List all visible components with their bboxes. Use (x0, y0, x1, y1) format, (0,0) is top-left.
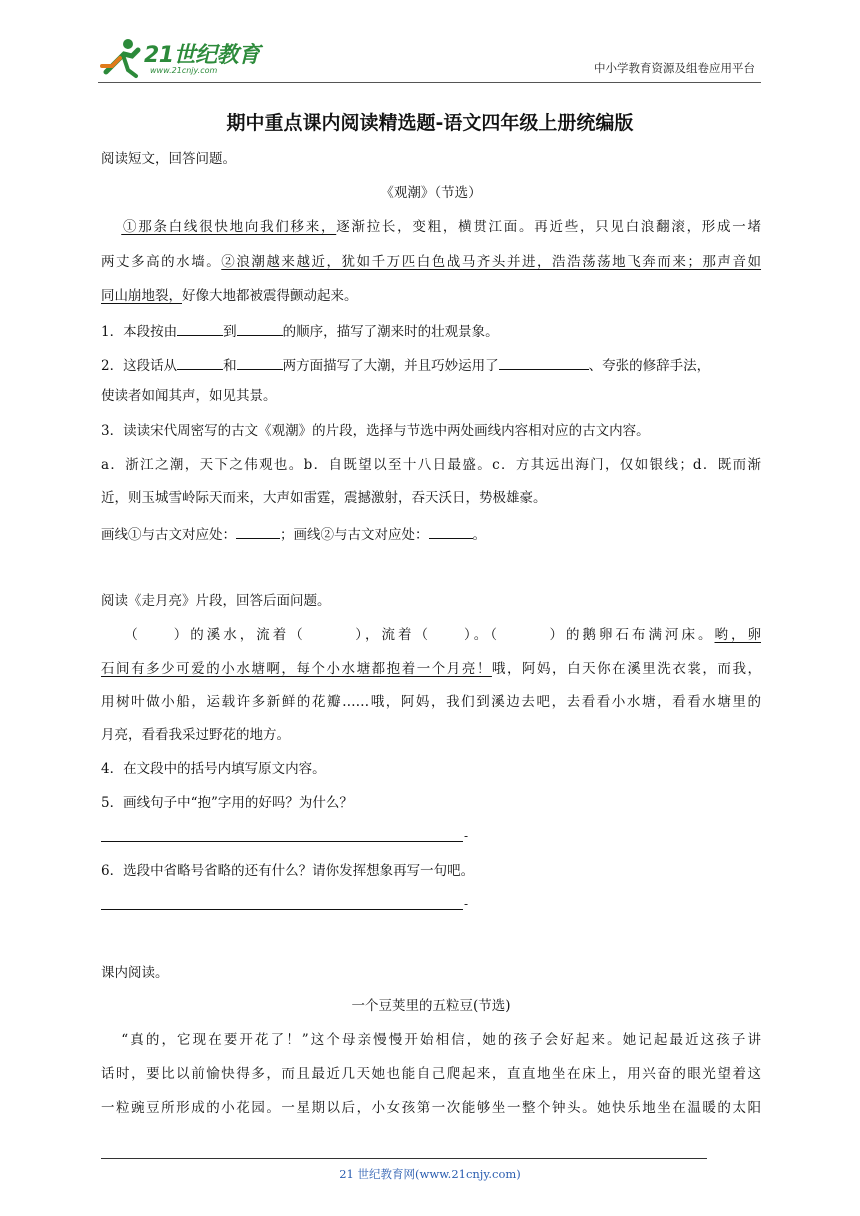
answer-blank[interactable] (499, 355, 589, 370)
question-5: 5．画线句子中“抱”字用的好吗？为什么？ (101, 795, 353, 811)
passage3-line3: 一粒豌豆所形成的小花园。一星期以后，小女孩第一次能够坐一整个钟头。她快乐地坐在温暖的太阳 (101, 1100, 761, 1116)
passage3-line2: 话时，要比以前愉快得多，而且最近几天她也能自己爬起来，直直地坐在床上，用兴奋的眼光望着这 (101, 1066, 761, 1082)
section1-passage-title: 《观潮》（节选） (380, 185, 482, 201)
logo-text: 21世纪教育 (144, 43, 260, 68)
underline-1: ①那条白线很快地向我们移来， (121, 219, 337, 235)
question-4: 4．在文段中的括号内填写原文内容。 (101, 761, 326, 777)
answer-blank[interactable] (237, 321, 283, 336)
passage1-line3: 同山崩地裂，好像大地都被震得颤动起来。 (101, 288, 358, 304)
question-3-answer: 画线①与古文对应处： ；画线②与古文对应处： 。 (101, 524, 761, 544)
answer-line-dash: - (464, 829, 469, 843)
question-3-options-2: 近，则玉城雪岭际天而来，大声如雷霆，震撼激射，吞天沃日，势极雄豪。 (101, 490, 547, 506)
question-3: 3．读读宋代周密写的古文《观潮》的片段，选择与节选中两处画线内容相对应的古文内容。 (101, 423, 650, 439)
underline-sentence: 哟，卵 (714, 627, 761, 643)
passage1-line1: ①那条白线很快地向我们移来，逐渐拉长，变粗，横贯江面。再近些，只见白浪翻滚，形成一堵 (121, 219, 762, 235)
question-1: 1．本段按由 到 的顺序，描写了潮来时的壮观景象。 (101, 321, 761, 341)
passage3-line1: “真的，它现在要开花了！”这个母亲慢慢开始相信，她的孩子会好起来。她记起最近这孩子讲 (121, 1032, 761, 1048)
logo (98, 36, 268, 80)
platform-name: 中小学教育资源及组卷应用平台 (594, 61, 755, 75)
footer-link[interactable]: 21 世纪教育网(www.21cnjy.com) (339, 1167, 521, 1181)
section2-instruction: 阅读《走月亮》片段，回答后面问题。 (101, 593, 331, 609)
question-3-options-1: a．浙江之潮，天下之伟观也。b．自既望以至十八日最盛。c．方其远出海门，仅如银线；d．既而渐 (101, 457, 761, 473)
logo-url: www.21cnjy.com (150, 66, 218, 75)
section1-instruction: 阅读短文，回答问题。 (101, 151, 236, 167)
answer-line-q6[interactable] (101, 908, 463, 910)
passage2-line3: 用树叶做小船，运载许多新鲜的花瓣……哦，阿妈，我们到溪边去吧，去看看小水塘，看看水塘里的 (101, 694, 761, 710)
passage2-line2: 石间有多少可爱的小水塘啊，每个小水塘都抱着一个月亮！哦，阿妈，白天你在溪里洗衣裳，而我， (101, 661, 761, 677)
question-2: 2．这段话从 和 两方面描写了大潮，并且巧妙运用了 、夸张的修辞手法， (101, 355, 761, 375)
underline-2-end: 同山崩地裂， (101, 288, 182, 304)
question-6: 6．选段中省略号省略的还有什么？请你发挥想象再写一句吧。 (101, 863, 475, 879)
runner-logo-icon (98, 36, 144, 80)
section3-passage-title: 一个豆荚里的五粒豆(节选) (351, 998, 511, 1014)
answer-line-dash: - (464, 897, 469, 911)
passage2-line1: （ ）的溪水，流着（ ），流着（ ）。（ ）的鹅卵石布满河床。哟，卵 (121, 627, 761, 643)
page-title: 期中重点课内阅读精选题-语文四年级上册统编版 (226, 112, 634, 134)
section3-instruction: 课内阅读。 (101, 965, 169, 981)
passage1-line2: 两丈多高的水墙。②浪潮越来越近，犹如千万匹白色战马齐头并进，浩浩荡荡地飞奔而来；那声音如 (101, 254, 762, 270)
passage2-line4: 月亮，看看我采过野花的地方。 (101, 727, 290, 743)
question-2-line2: 使读者如闻其声，如见其景。 (101, 388, 277, 404)
answer-blank[interactable] (236, 524, 280, 539)
page-header (98, 36, 761, 83)
answer-line-q5[interactable] (101, 840, 463, 842)
answer-blank[interactable] (429, 524, 473, 539)
answer-blank[interactable] (177, 321, 223, 336)
footer-divider (101, 1158, 707, 1159)
underline-sentence-end: 石间有多少可爱的小水塘啊，每个小水塘都抱着一个月亮！ (101, 661, 492, 677)
underline-2: ②浪潮越来越近，犹如千万匹白色战马齐头并进，浩浩荡荡地飞奔而来；那声音如 (221, 254, 762, 270)
answer-blank[interactable] (177, 355, 223, 370)
answer-blank[interactable] (237, 355, 283, 370)
